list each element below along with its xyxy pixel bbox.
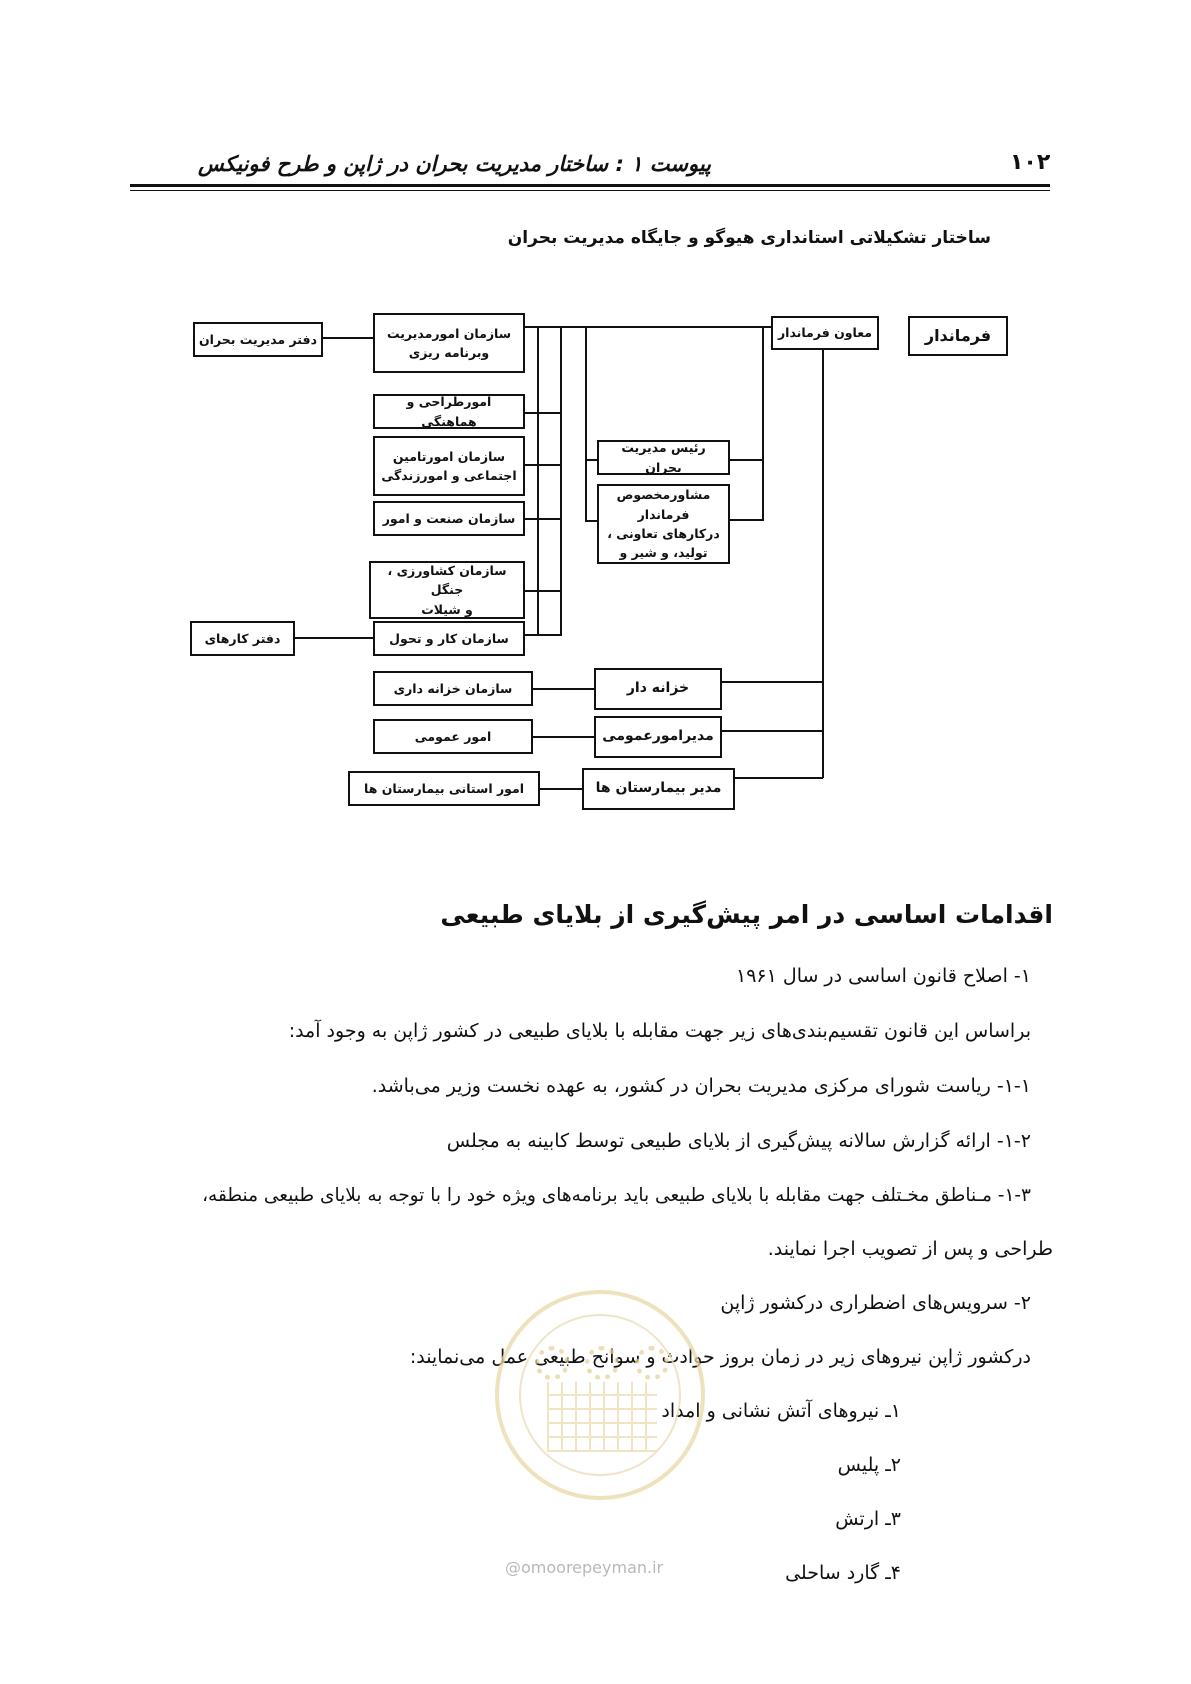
paragraph-4: ۱-۲- ارائه گزارش سالانه پیش‌گیری از بلایای طبیعی توسط کابینه به مجلس	[446, 1130, 1031, 1152]
list-item: ۱ـ نیروهای آتش نشانی و امداد	[661, 1400, 901, 1422]
seal-grid-pattern	[547, 1382, 657, 1452]
paragraph-5: ۱-۳- مـناطق مخـتلف جهت مقابله با بلایای طبیعی باید برنامه‌های ویژه خود را با توجه به بلایای طبیعی منطقه،	[202, 1185, 1031, 1206]
section-heading: اقدامات اساسی در امر پیش‌گیری از بلایای طبیعی	[440, 900, 1053, 929]
gear-icon	[535, 1346, 569, 1380]
box-crisis-office: دفتر مدیریت بحران	[193, 322, 323, 357]
box-special-advisor: مشاورمخصوص فرماندار درکارهای تعاونی ، تولید، و شیر و	[597, 484, 730, 564]
box-provincial-hospitals: امور استانی بیمارستان ها	[348, 771, 540, 806]
deputy-drop	[762, 326, 764, 521]
central-spine	[585, 326, 587, 522]
box-governor: فرماندار	[908, 316, 1008, 356]
box-treasurer: خزانه دار	[594, 668, 722, 710]
gear-icon	[635, 1346, 669, 1380]
box-industry: سازمان صنعت و امور	[373, 501, 525, 536]
box-hospitals-manager: مدیر بیمارستان ها	[582, 768, 735, 810]
box-planning-org: سازمان امورمدیریت وبرنامه ریزی	[373, 313, 525, 373]
labor-office-link	[295, 637, 373, 639]
box-design-coordination: امورطراحی و هماهنگی	[373, 394, 525, 429]
box-general-affairs-manager: مدیرامورعمومی	[594, 716, 722, 758]
box-deputy-governor: معاون فرماندار	[771, 316, 879, 350]
treasurer-link	[722, 681, 823, 683]
watermark-url: @omoorepeyman.ir	[505, 1558, 664, 1577]
agri-link	[525, 590, 561, 592]
gear-icon	[585, 1346, 619, 1380]
paragraph-8: درکشور ژاپن نیروهای زیر در زمان بروز حوادث و سوانح طبیعی عمل می‌نمایند:	[409, 1346, 1031, 1368]
labor-link	[525, 634, 561, 636]
hospitals-link	[735, 777, 823, 779]
chief-link	[730, 459, 764, 461]
crisis-office-link	[323, 337, 377, 339]
box-labor-transport: سازمان کار و تحول	[373, 621, 525, 656]
advisor-link	[730, 519, 764, 521]
industry-link	[525, 518, 561, 520]
paragraph-1: ۱- اصلاح قانون اساسی در سال ۱۹۶۱	[736, 965, 1031, 987]
general-affairs-link	[533, 736, 594, 738]
page-number: ۱۰۲	[1010, 150, 1051, 175]
paragraph-7: ۲- سرویس‌های اضطراری درکشور ژاپن	[720, 1292, 1031, 1314]
box-agriculture: سازمان کشاورزی ، جنگل و شیلات	[369, 561, 525, 619]
box-treasury-org: سازمان خزانه داری	[373, 671, 533, 706]
paragraph-6: طراحی و پس از تصویب اجرا نمایند.	[767, 1238, 1053, 1260]
running-header-title: پیوست ۱ : ساختار مدیریت بحران در ژاپن و طرح فونیکس	[197, 152, 711, 176]
box-crisis-chief: رئیس مدیریت بحران	[597, 440, 730, 475]
general-link	[722, 730, 823, 732]
social-link	[525, 464, 561, 466]
chart-title: ساختار تشکیلاتی استانداری هیوگو و جایگاه مدیریت بحران	[507, 228, 991, 248]
header-rule-thick	[130, 184, 1050, 187]
box-social-security: سازمان امورتامین اجتماعی و امورزندگی	[373, 436, 525, 496]
treasury-org-link	[533, 688, 594, 690]
governor-spine	[822, 326, 824, 778]
header-rule-thin	[130, 190, 1050, 191]
paragraph-3: ۱-۱- ریاست شورای مرکزی مدیریت بحران در کشور، به عهده نخست وزیر می‌باشد.	[371, 1075, 1031, 1097]
provincial-hospitals-link	[540, 788, 582, 790]
paragraph-2: براساس این قانون تقسیم‌بندی‌های زیر جهت مقابله با بلایای طبیعی در کشور ژاپن به وجود آمد:	[288, 1020, 1031, 1042]
watermark-seal	[495, 1290, 705, 1500]
box-general-affairs: امور عمومی	[373, 719, 533, 754]
box-labor-office: دفتر کارهای	[190, 621, 295, 656]
list-item: ۴ـ گارد ساحلی	[785, 1562, 901, 1584]
design-link	[525, 412, 561, 414]
list-item: ۲ـ پلیس	[837, 1454, 901, 1476]
list-item: ۳ـ ارتش	[835, 1508, 901, 1530]
